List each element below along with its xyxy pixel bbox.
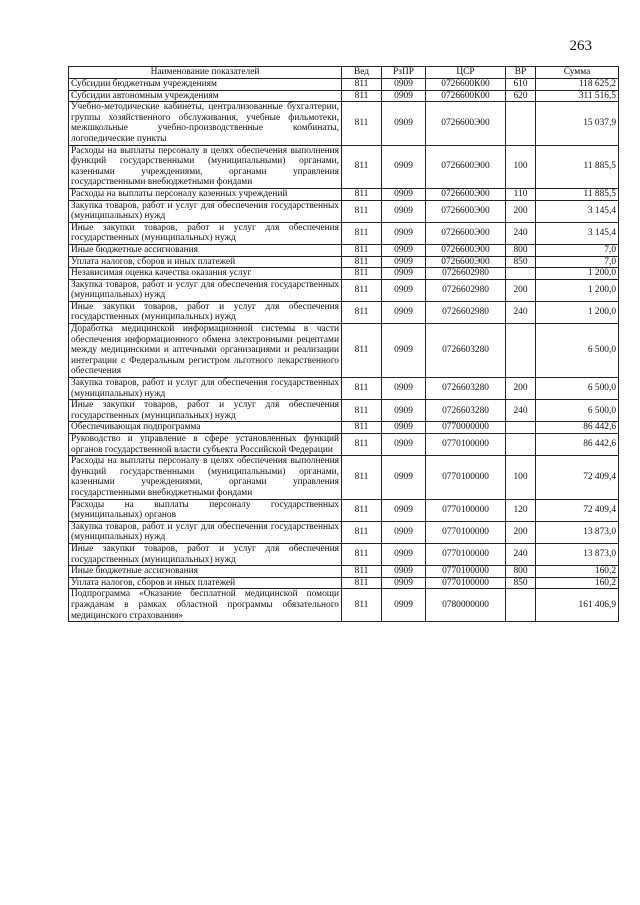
- cell-ved: 811: [342, 422, 382, 434]
- cell-vr: 200: [506, 378, 536, 400]
- cell-vr: [506, 589, 536, 622]
- table-header-row: [69, 67, 619, 79]
- table-row: [69, 222, 619, 244]
- cell-sum: 11 885,5: [536, 145, 619, 188]
- cell-rzpr: 0909: [382, 378, 426, 400]
- cell-sum: 161 406,9: [536, 589, 619, 622]
- cell-name: Субсидии автономным учреждениям: [69, 90, 342, 102]
- cell-csr: 0726600К00: [426, 90, 506, 102]
- cell-vr: 800: [506, 566, 536, 578]
- page-number: 263: [569, 38, 592, 54]
- table-row: [69, 102, 619, 145]
- cell-ved: 811: [342, 268, 382, 280]
- cell-name: Иные закупки товаров, работ и услуг для обеспечения государственных (муниципальных) нужд: [69, 543, 342, 565]
- cell-name: Расходы на выплаты персоналу казенных учреждений: [69, 188, 342, 200]
- header-sum: Сумма: [536, 67, 619, 79]
- cell-name: Субсидии бюджетным учреждениям: [69, 79, 342, 91]
- cell-csr: 0726600Э00: [426, 244, 506, 256]
- cell-vr: 100: [506, 145, 536, 188]
- cell-rzpr: 0909: [382, 102, 426, 145]
- cell-csr: 0726600Э00: [426, 102, 506, 145]
- cell-csr: 0770100000: [426, 577, 506, 589]
- table-row: [69, 566, 619, 578]
- cell-csr: 0726600Э00: [426, 200, 506, 222]
- cell-ved: 811: [342, 244, 382, 256]
- cell-sum: 311 516,5: [536, 90, 619, 102]
- table-row: [69, 279, 619, 301]
- cell-name: Расходы на выплаты персоналу в целях обеспечения выполнения функций государственными (муниципальными) органами, казенными учреждениями, органами управления государственными внебюджетными фондами: [69, 456, 342, 499]
- cell-name: Доработка медицинской информационной системы в части обеспечения информационного обмена электронными рецептами между медицинскими и аптечными организациями и реализации интеграции с Федеральным регистром льготного лекарственного обеспечения: [69, 324, 342, 378]
- cell-sum: 3 145,4: [536, 222, 619, 244]
- cell-name: Уплата налогов, сборов и иных платежей: [69, 256, 342, 268]
- cell-sum: 1 200,0: [536, 268, 619, 280]
- cell-name: Иные закупки товаров, работ и услуг для обеспечения государственных (муниципальных) нужд: [69, 222, 342, 244]
- cell-rzpr: 0909: [382, 268, 426, 280]
- table-row: [69, 422, 619, 434]
- cell-vr: [506, 324, 536, 378]
- header-csr: ЦСР: [426, 67, 506, 79]
- cell-csr: 0726600К00: [426, 79, 506, 91]
- cell-csr: 0726603280: [426, 378, 506, 400]
- cell-name: Обеспечивающая подпрограмма: [69, 422, 342, 434]
- cell-sum: 1 200,0: [536, 301, 619, 323]
- cell-vr: 850: [506, 256, 536, 268]
- cell-ved: 811: [342, 301, 382, 323]
- cell-rzpr: 0909: [382, 244, 426, 256]
- cell-rzpr: 0909: [382, 301, 426, 323]
- cell-name: Иные бюджетные ассигнования: [69, 566, 342, 578]
- header-ved: Вед: [342, 67, 382, 79]
- cell-ved: 811: [342, 456, 382, 499]
- budget-table: [68, 66, 619, 622]
- table-row: [69, 543, 619, 565]
- cell-rzpr: 0909: [382, 400, 426, 422]
- cell-sum: 72 409,4: [536, 456, 619, 499]
- cell-sum: 7,0: [536, 244, 619, 256]
- cell-ved: 811: [342, 521, 382, 543]
- table-body: [69, 79, 619, 622]
- cell-csr: 0770100000: [426, 543, 506, 565]
- cell-csr: 0726600Э00: [426, 145, 506, 188]
- cell-sum: 86 442,6: [536, 434, 619, 456]
- cell-csr: 0770100000: [426, 499, 506, 521]
- table-row: [69, 256, 619, 268]
- cell-rzpr: 0909: [382, 222, 426, 244]
- cell-ved: 811: [342, 577, 382, 589]
- table-row: [69, 200, 619, 222]
- cell-ved: 811: [342, 145, 382, 188]
- cell-ved: 811: [342, 279, 382, 301]
- cell-rzpr: 0909: [382, 577, 426, 589]
- cell-ved: 811: [342, 79, 382, 91]
- cell-name: Расходы на выплаты персоналу государственных (муниципальных) органов: [69, 499, 342, 521]
- cell-ved: 811: [342, 222, 382, 244]
- cell-csr: 0726602980: [426, 279, 506, 301]
- cell-name: Подпрограмма «Оказание бесплатной медицинской помощи гражданам в рамках областной программы обязательного медицинского страхования»: [69, 589, 342, 622]
- cell-name: Учебно-методические кабинеты, централизованные бухгалтерии, группы хозяйственного обслуживания, учебные фильмотеки, межшкольные учебно-производственные комбинаты, логопедические пункты: [69, 102, 342, 145]
- cell-rzpr: 0909: [382, 145, 426, 188]
- cell-sum: 6 500,0: [536, 400, 619, 422]
- cell-name: Расходы на выплаты персоналу в целях обеспечения выполнения функций государственными (муниципальными) органами, казенными учреждениями, органами управления государственными внебюджетными фондами: [69, 145, 342, 188]
- cell-vr: 200: [506, 279, 536, 301]
- cell-csr: 0770100000: [426, 521, 506, 543]
- cell-rzpr: 0909: [382, 566, 426, 578]
- table-row: [69, 188, 619, 200]
- cell-rzpr: 0909: [382, 499, 426, 521]
- header-rzpr: РзПР: [382, 67, 426, 79]
- cell-rzpr: 0909: [382, 79, 426, 91]
- cell-ved: 811: [342, 543, 382, 565]
- cell-ved: 811: [342, 400, 382, 422]
- cell-ved: 811: [342, 256, 382, 268]
- cell-vr: 200: [506, 521, 536, 543]
- cell-sum: 6 500,0: [536, 324, 619, 378]
- cell-ved: 811: [342, 90, 382, 102]
- table-row: [69, 244, 619, 256]
- cell-name: Руководство и управление в сфере установленных функций органов государственной власти субъекта Российской Федерации: [69, 434, 342, 456]
- cell-sum: 1 200,0: [536, 279, 619, 301]
- cell-sum: 6 500,0: [536, 378, 619, 400]
- table-row: [69, 378, 619, 400]
- cell-csr: 0726600Э00: [426, 222, 506, 244]
- cell-name: Независимая оценка качества оказания услуг: [69, 268, 342, 280]
- table-row: [69, 434, 619, 456]
- cell-name: Уплата налогов, сборов и иных платежей: [69, 577, 342, 589]
- cell-ved: 811: [342, 102, 382, 145]
- cell-vr: 110: [506, 188, 536, 200]
- cell-rzpr: 0909: [382, 324, 426, 378]
- cell-sum: 13 873,0: [536, 543, 619, 565]
- cell-csr: 0726603280: [426, 400, 506, 422]
- cell-rzpr: 0909: [382, 456, 426, 499]
- cell-csr: 0726600Э00: [426, 188, 506, 200]
- cell-rzpr: 0909: [382, 256, 426, 268]
- cell-ved: 811: [342, 200, 382, 222]
- cell-rzpr: 0909: [382, 521, 426, 543]
- cell-csr: 0780000000: [426, 589, 506, 622]
- cell-rzpr: 0909: [382, 279, 426, 301]
- cell-vr: 240: [506, 400, 536, 422]
- cell-sum: 15 037,9: [536, 102, 619, 145]
- cell-name: Закупка товаров, работ и услуг для обеспечения государственных (муниципальных) нужд: [69, 200, 342, 222]
- cell-ved: 811: [342, 324, 382, 378]
- cell-rzpr: 0909: [382, 434, 426, 456]
- table-row: [69, 589, 619, 622]
- cell-sum: 86 442,6: [536, 422, 619, 434]
- cell-name: Закупка товаров, работ и услуг для обеспечения государственных (муниципальных) нужд: [69, 279, 342, 301]
- cell-vr: 200: [506, 200, 536, 222]
- cell-csr: 0770100000: [426, 456, 506, 499]
- cell-csr: 0770000000: [426, 422, 506, 434]
- cell-rzpr: 0909: [382, 589, 426, 622]
- table-row: [69, 521, 619, 543]
- cell-csr: 0726603280: [426, 324, 506, 378]
- cell-csr: 0770100000: [426, 434, 506, 456]
- cell-sum: 160,2: [536, 566, 619, 578]
- header-name: Наименование показателей: [69, 67, 342, 79]
- cell-rzpr: 0909: [382, 188, 426, 200]
- cell-ved: 811: [342, 589, 382, 622]
- cell-vr: 120: [506, 499, 536, 521]
- cell-rzpr: 0909: [382, 90, 426, 102]
- table-row: [69, 577, 619, 589]
- table-row: [69, 145, 619, 188]
- cell-vr: 100: [506, 456, 536, 499]
- cell-csr: 0726600Э00: [426, 256, 506, 268]
- cell-vr: [506, 268, 536, 280]
- cell-vr: [506, 102, 536, 145]
- table-row: [69, 324, 619, 378]
- cell-vr: 800: [506, 244, 536, 256]
- table-row: [69, 499, 619, 521]
- cell-sum: 3 145,4: [536, 200, 619, 222]
- header-vr: ВР: [506, 67, 536, 79]
- cell-ved: 811: [342, 434, 382, 456]
- cell-ved: 811: [342, 566, 382, 578]
- cell-name: Иные бюджетные ассигнования: [69, 244, 342, 256]
- cell-sum: 118 625,2: [536, 79, 619, 91]
- table-row: [69, 268, 619, 280]
- table-row: [69, 400, 619, 422]
- cell-ved: 811: [342, 188, 382, 200]
- cell-name: Закупка товаров, работ и услуг для обеспечения государственных (муниципальных) нужд: [69, 521, 342, 543]
- table-row: [69, 79, 619, 91]
- cell-ved: 811: [342, 499, 382, 521]
- cell-sum: 13 873,0: [536, 521, 619, 543]
- cell-vr: 240: [506, 222, 536, 244]
- cell-sum: 72 409,4: [536, 499, 619, 521]
- cell-name: Иные закупки товаров, работ и услуг для обеспечения государственных (муниципальных) нужд: [69, 301, 342, 323]
- cell-csr: 0726602980: [426, 268, 506, 280]
- cell-vr: [506, 422, 536, 434]
- cell-vr: 610: [506, 79, 536, 91]
- cell-vr: [506, 434, 536, 456]
- cell-name: Иные закупки товаров, работ и услуг для обеспечения государственных (муниципальных) нужд: [69, 400, 342, 422]
- cell-vr: 620: [506, 90, 536, 102]
- cell-sum: 11 885,5: [536, 188, 619, 200]
- cell-csr: 0770100000: [426, 566, 506, 578]
- cell-vr: 240: [506, 301, 536, 323]
- cell-rzpr: 0909: [382, 543, 426, 565]
- cell-rzpr: 0909: [382, 422, 426, 434]
- table-row: [69, 456, 619, 499]
- cell-name: Закупка товаров, работ и услуг для обеспечения государственных (муниципальных) нужд: [69, 378, 342, 400]
- table-row: [69, 90, 619, 102]
- cell-vr: 850: [506, 577, 536, 589]
- cell-csr: 0726602980: [426, 301, 506, 323]
- cell-ved: 811: [342, 378, 382, 400]
- cell-vr: 240: [506, 543, 536, 565]
- cell-rzpr: 0909: [382, 200, 426, 222]
- table-row: [69, 301, 619, 323]
- cell-sum: 160,2: [536, 577, 619, 589]
- cell-sum: 7,0: [536, 256, 619, 268]
